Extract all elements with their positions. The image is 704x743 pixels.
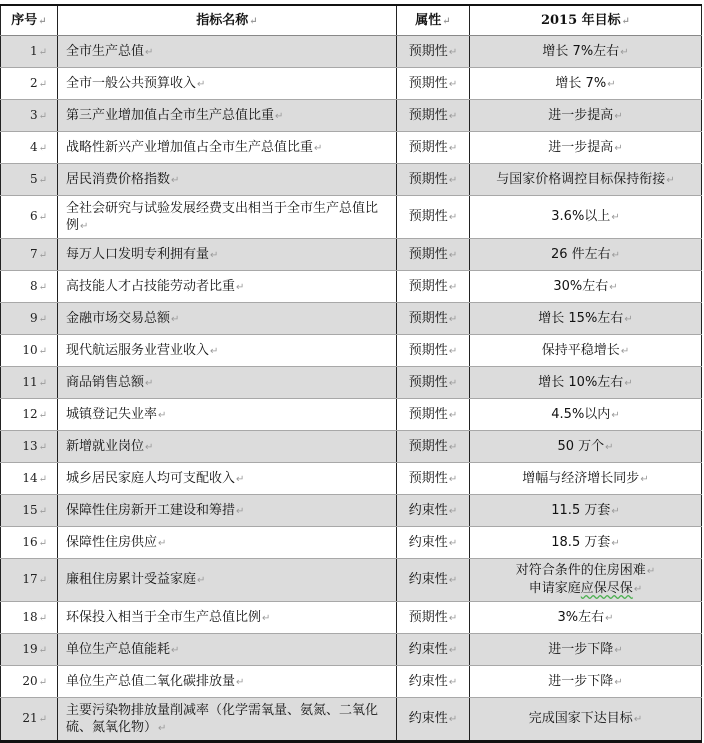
cell-index-text: 11 <box>22 374 38 389</box>
cell-indicator-name-text: 保障性住房新开工建设和筹措 <box>66 502 236 518</box>
cell-index[interactable] <box>1 602 58 634</box>
table-header-row <box>1 5 702 36</box>
cell-indicator-name-text: 高技能人才占技能劳动者比重 <box>66 278 236 294</box>
cell-2015-target-text: 增长 7%左右 <box>542 43 620 59</box>
cell-index[interactable] <box>1 335 58 367</box>
cell-indicator-name-text: 商品销售总额 <box>66 374 145 390</box>
paragraph-mark-icon: ↵ <box>448 575 458 586</box>
paragraph-mark-icon: ↵ <box>38 345 47 357</box>
paragraph-mark-icon: ↵ <box>646 566 656 577</box>
cell-attribute[interactable] <box>397 495 470 527</box>
cell-2015-target-text: 3%左右 <box>557 609 605 625</box>
cell-index-text: 12 <box>22 406 38 421</box>
cell-attribute[interactable] <box>397 36 470 68</box>
cell-2015-target[interactable] <box>470 164 702 196</box>
cell-attribute-text: 预期性 <box>408 209 448 224</box>
cell-attribute[interactable] <box>397 100 470 132</box>
paragraph-mark-icon: ↵ <box>145 377 154 389</box>
paragraph-mark-icon: ↵ <box>605 441 614 453</box>
paragraph-mark-icon: ↵ <box>633 584 643 595</box>
cell-index[interactable] <box>1 399 58 431</box>
cell-2015-target[interactable] <box>470 367 702 399</box>
cell-indicator-name[interactable] <box>58 367 397 399</box>
cell-attribute-text: 预期性 <box>408 75 448 91</box>
cell-index-text: 21 <box>22 711 38 725</box>
paragraph-mark-icon: ↵ <box>38 313 47 325</box>
cell-attribute[interactable] <box>397 559 470 602</box>
cell-2015-target[interactable] <box>470 196 702 239</box>
cell-indicator-name[interactable] <box>58 303 397 335</box>
cell-attribute[interactable] <box>397 271 470 303</box>
paragraph-mark-icon: ↵ <box>38 46 47 58</box>
header-indicator-name: 指标名称↵ <box>58 5 397 36</box>
table-row <box>1 239 702 271</box>
cell-2015-target-text: 进一步提高 <box>548 139 614 155</box>
cell-indicator-name-text: 全社会研究与试验发展经费支出相当于全市生产总值比例 <box>66 200 379 233</box>
cell-attribute[interactable] <box>397 602 470 634</box>
cell-2015-target[interactable] <box>470 239 702 271</box>
cell-indicator-name[interactable] <box>58 100 397 132</box>
paragraph-mark-icon: ↵ <box>611 537 620 549</box>
spellcheck-underlined-text[interactable]: 应保尽保 <box>580 581 633 596</box>
cell-indicator-name-text: 城乡居民家庭人均可支配收入 <box>66 470 236 486</box>
cell-index[interactable] <box>1 367 58 399</box>
table-row <box>1 271 702 303</box>
cell-2015-target[interactable] <box>470 602 702 634</box>
cell-index[interactable] <box>1 164 58 196</box>
cell-indicator-name[interactable] <box>58 196 397 239</box>
cell-2015-target-text: 增长 10%左右 <box>538 374 624 390</box>
cell-attribute[interactable] <box>397 399 470 431</box>
table-row <box>1 399 702 431</box>
cell-index-text: 20 <box>22 673 38 688</box>
paragraph-mark-icon: ↵ <box>448 345 458 357</box>
cell-2015-target[interactable] <box>470 527 702 559</box>
cell-2015-target[interactable] <box>470 68 702 100</box>
paragraph-mark-icon: ↵ <box>236 281 245 293</box>
cell-indicator-name-text: 金融市场交易总额 <box>66 310 171 326</box>
cell-indicator-name[interactable] <box>58 68 397 100</box>
paragraph-mark-icon: ↵ <box>448 281 458 293</box>
table-row <box>1 36 702 68</box>
cell-indicator-name-text: 现代航运服务业营业收入 <box>66 342 210 358</box>
cell-indicator-name[interactable] <box>58 132 397 164</box>
cell-2015-target[interactable] <box>470 666 702 698</box>
header-2015-target: 2015 年目标↵ <box>470 5 702 36</box>
table-row <box>1 463 702 495</box>
header-index: 序号↵ <box>1 5 58 36</box>
cell-index[interactable] <box>1 68 58 100</box>
paragraph-mark-icon: ↵ <box>609 281 618 293</box>
cell-index-text: 10 <box>22 342 38 357</box>
paragraph-mark-icon: ↵ <box>38 575 47 586</box>
cell-2015-target-text: 进一步下降 <box>548 641 614 657</box>
cell-attribute[interactable] <box>397 196 470 239</box>
cell-indicator-name[interactable] <box>58 698 397 742</box>
cell-index-text: 7 <box>29 246 38 261</box>
cell-indicator-name-text: 新增就业岗位 <box>66 438 145 454</box>
paragraph-mark-icon: ↵ <box>448 644 458 656</box>
cell-attribute-text: 预期性 <box>408 43 448 59</box>
paragraph-mark-icon: ↵ <box>448 142 458 154</box>
cell-index-text: 15 <box>22 502 38 517</box>
cell-indicator-name-text: 城镇登记失业率 <box>66 406 158 422</box>
paragraph-mark-icon: ↵ <box>38 212 47 223</box>
paragraph-mark-icon: ↵ <box>38 174 47 186</box>
table-row <box>1 559 702 602</box>
table-row <box>1 303 702 335</box>
cell-indicator-name-text: 第三产业增加值占全市生产总值比重 <box>66 107 275 123</box>
cell-2015-target[interactable] <box>470 559 702 602</box>
cell-index-text: 9 <box>29 310 38 325</box>
paragraph-mark-icon: ↵ <box>614 644 623 656</box>
paragraph-mark-icon: ↵ <box>314 142 323 154</box>
table-row <box>1 164 702 196</box>
cell-attribute[interactable] <box>397 463 470 495</box>
cell-attribute-text: 约束性 <box>408 673 448 689</box>
table-row <box>1 698 702 742</box>
cell-indicator-name[interactable] <box>58 164 397 196</box>
paragraph-mark-icon: ↵ <box>158 409 167 421</box>
paragraph-mark-icon: ↵ <box>666 174 675 186</box>
cell-indicator-name[interactable] <box>58 431 397 463</box>
cell-index-text: 19 <box>22 641 38 656</box>
table-row <box>1 367 702 399</box>
cell-indicator-name[interactable] <box>58 495 397 527</box>
indicator-table-container <box>0 4 701 743</box>
cell-indicator-name[interactable] <box>58 335 397 367</box>
cell-2015-target-text: 进一步下降 <box>548 673 614 689</box>
cell-attribute[interactable] <box>397 164 470 196</box>
table-row <box>1 634 702 666</box>
table-row <box>1 100 702 132</box>
cell-2015-target-text: 50 万个 <box>557 438 605 454</box>
paragraph-mark-icon: ↵ <box>614 110 623 122</box>
cell-attribute[interactable] <box>397 68 470 100</box>
cell-indicator-name[interactable] <box>58 559 397 602</box>
paragraph-mark-icon: ↵ <box>624 313 633 325</box>
paragraph-mark-icon: ↵ <box>448 676 458 688</box>
cell-index-text: 1 <box>29 43 38 58</box>
paragraph-mark-icon: ↵ <box>38 612 47 624</box>
paragraph-mark-icon: ↵ <box>611 505 620 517</box>
cell-2015-target-text: 4.5%以内 <box>551 406 611 422</box>
paragraph-mark-icon: ↵ <box>80 220 89 232</box>
cell-attribute-text: 约束性 <box>408 534 448 550</box>
paragraph-mark-icon: ↵ <box>448 78 458 90</box>
paragraph-mark-icon: ↵ <box>640 473 649 485</box>
paragraph-mark-icon: ↵ <box>442 15 451 27</box>
cell-index-text: 4 <box>29 139 38 154</box>
paragraph-mark-icon: ↵ <box>38 78 47 90</box>
cell-2015-target-text: 进一步提高 <box>548 107 614 123</box>
paragraph-mark-icon: ↵ <box>605 612 614 624</box>
paragraph-mark-icon: ↵ <box>448 174 458 186</box>
cell-2015-target[interactable] <box>470 698 702 742</box>
paragraph-mark-icon: ↵ <box>38 714 47 725</box>
paragraph-mark-icon: ↵ <box>38 537 47 549</box>
cell-indicator-name-text: 保障性住房供应 <box>66 534 158 550</box>
paragraph-mark-icon: ↵ <box>38 409 47 421</box>
paragraph-mark-icon: ↵ <box>448 505 458 517</box>
header-attribute: 属性↵ <box>397 5 470 36</box>
paragraph-mark-icon: ↵ <box>158 722 167 734</box>
cell-2015-target[interactable] <box>470 303 702 335</box>
paragraph-mark-icon: ↵ <box>448 409 458 421</box>
cell-index-text: 14 <box>22 470 38 485</box>
cell-2015-target-text: 18.5 万套 <box>551 534 611 550</box>
cell-index[interactable] <box>1 559 58 602</box>
paragraph-mark-icon: ↵ <box>614 142 623 154</box>
cell-index[interactable] <box>1 100 58 132</box>
cell-2015-target-text: 30%左右 <box>553 278 609 294</box>
paragraph-mark-icon: ↵ <box>448 110 458 122</box>
paragraph-mark-icon: ↵ <box>448 473 458 485</box>
cell-2015-target[interactable] <box>470 634 702 666</box>
cell-attribute-text: 预期性 <box>408 470 448 486</box>
cell-index[interactable] <box>1 634 58 666</box>
paragraph-mark-icon: ↵ <box>38 644 47 656</box>
cell-attribute[interactable] <box>397 431 470 463</box>
cell-2015-target[interactable] <box>470 399 702 431</box>
cell-index-text: 8 <box>29 278 38 293</box>
table-row <box>1 495 702 527</box>
cell-indicator-name[interactable] <box>58 527 397 559</box>
cell-attribute[interactable] <box>397 527 470 559</box>
cell-attribute-text: 约束性 <box>408 572 448 587</box>
cell-index[interactable] <box>1 271 58 303</box>
indicator-table <box>0 4 702 743</box>
paragraph-mark-icon: ↵ <box>611 212 620 223</box>
cell-index[interactable] <box>1 239 58 271</box>
cell-attribute-text: 预期性 <box>408 171 448 187</box>
cell-index[interactable] <box>1 463 58 495</box>
cell-attribute-text: 预期性 <box>408 406 448 422</box>
cell-index[interactable] <box>1 666 58 698</box>
cell-index[interactable] <box>1 431 58 463</box>
paragraph-mark-icon: ↵ <box>448 46 458 58</box>
paragraph-mark-icon: ↵ <box>171 313 180 325</box>
cell-indicator-name[interactable] <box>58 634 397 666</box>
cell-index-text: 2 <box>29 75 38 90</box>
cell-index-text: 5 <box>29 171 38 186</box>
cell-attribute-text: 约束性 <box>408 502 448 518</box>
table-row <box>1 68 702 100</box>
cell-index[interactable] <box>1 527 58 559</box>
cell-indicator-name-text: 每万人口发明专利拥有量 <box>66 246 210 262</box>
table-row <box>1 431 702 463</box>
paragraph-mark-icon: ↵ <box>197 575 206 586</box>
table-row <box>1 527 702 559</box>
cell-attribute-text: 预期性 <box>408 139 448 155</box>
cell-indicator-name-text: 环保投入相当于全市生产总值比例 <box>66 609 262 625</box>
paragraph-mark-icon: ↵ <box>38 377 47 389</box>
paragraph-mark-icon: ↵ <box>621 15 631 27</box>
table-row <box>1 666 702 698</box>
cell-indicator-name[interactable] <box>58 399 397 431</box>
paragraph-mark-icon: ↵ <box>262 612 271 624</box>
paragraph-mark-icon: ↵ <box>611 409 620 421</box>
paragraph-mark-icon: ↵ <box>607 78 616 90</box>
cell-attribute[interactable] <box>397 367 470 399</box>
cell-2015-target[interactable] <box>470 36 702 68</box>
cell-2015-target-text: 与国家价格调控目标保持衔接 <box>496 171 666 187</box>
cell-indicator-name-text: 单位生产总值二氧化碳排放量 <box>66 673 236 689</box>
cell-indicator-name-text: 主要污染物排放量削减率（化学需氧量、氨氮、二氧化硫、氮氧化物） <box>66 702 379 735</box>
paragraph-mark-icon: ↵ <box>236 676 245 688</box>
cell-2015-target[interactable] <box>470 132 702 164</box>
paragraph-mark-icon: ↵ <box>38 281 47 293</box>
paragraph-mark-icon: ↵ <box>448 249 458 261</box>
cell-2015-target[interactable] <box>470 271 702 303</box>
cell-index[interactable] <box>1 132 58 164</box>
cell-attribute[interactable] <box>397 132 470 164</box>
cell-index-text: 3 <box>29 107 38 122</box>
cell-attribute[interactable] <box>397 239 470 271</box>
cell-index[interactable] <box>1 196 58 239</box>
cell-attribute-text: 预期性 <box>408 246 448 262</box>
cell-attribute-text: 约束性 <box>408 711 448 726</box>
table-row <box>1 196 702 239</box>
paragraph-mark-icon: ↵ <box>448 212 458 223</box>
table-row <box>1 335 702 367</box>
cell-attribute-text: 预期性 <box>408 374 448 390</box>
paragraph-mark-icon: ↵ <box>236 505 245 517</box>
cell-indicator-name[interactable] <box>58 239 397 271</box>
cell-attribute-text: 预期性 <box>408 438 448 454</box>
cell-indicator-name-text: 全市生产总值 <box>66 43 145 59</box>
cell-attribute-text: 约束性 <box>408 641 448 657</box>
cell-2015-target-text: 增长 7% <box>555 75 607 91</box>
paragraph-mark-icon: ↵ <box>620 46 629 58</box>
cell-2015-target-text: 保持平稳增长 <box>541 342 620 358</box>
cell-attribute-text: 预期性 <box>408 609 448 625</box>
paragraph-mark-icon: ↵ <box>448 377 458 389</box>
cell-index[interactable] <box>1 303 58 335</box>
cell-index-text: 17 <box>22 572 38 586</box>
paragraph-mark-icon: ↵ <box>145 46 154 58</box>
cell-index-text: 18 <box>22 609 38 624</box>
cell-indicator-name[interactable] <box>58 271 397 303</box>
cell-indicator-name-text: 单位生产总值能耗 <box>66 641 171 657</box>
cell-2015-target-text: 11.5 万套 <box>551 502 611 518</box>
paragraph-mark-icon: ↵ <box>249 15 258 27</box>
cell-2015-target-line1: 对符合条件的住房困难 <box>515 563 646 578</box>
paragraph-mark-icon: ↵ <box>624 377 633 389</box>
cell-2015-target[interactable] <box>470 495 702 527</box>
paragraph-mark-icon: ↵ <box>275 110 284 122</box>
table-body <box>1 36 702 742</box>
paragraph-mark-icon: ↵ <box>145 441 154 453</box>
paragraph-mark-icon: ↵ <box>158 537 167 549</box>
cell-indicator-name-text: 居民消费价格指数 <box>66 171 171 187</box>
paragraph-mark-icon: ↵ <box>611 249 621 261</box>
cell-2015-target[interactable] <box>470 100 702 132</box>
paragraph-mark-icon: ↵ <box>38 110 47 122</box>
paragraph-mark-icon: ↵ <box>171 644 180 656</box>
paragraph-mark-icon: ↵ <box>448 612 458 624</box>
paragraph-mark-icon: ↵ <box>38 15 47 27</box>
paragraph-mark-icon: ↵ <box>614 676 623 688</box>
paragraph-mark-icon: ↵ <box>633 714 643 725</box>
cell-indicator-name[interactable] <box>58 36 397 68</box>
cell-attribute[interactable] <box>397 634 470 666</box>
paragraph-mark-icon: ↵ <box>210 345 219 357</box>
cell-attribute-text: 预期性 <box>408 310 448 326</box>
cell-2015-target-text: 3.6%以上 <box>551 209 611 224</box>
cell-2015-target-text: 增幅与经济增长同步 <box>522 470 640 486</box>
cell-indicator-name-text: 全市一般公共预算收入 <box>66 75 197 91</box>
paragraph-mark-icon: ↵ <box>38 142 47 154</box>
paragraph-mark-icon: ↵ <box>38 676 47 688</box>
cell-attribute-text: 预期性 <box>408 342 448 358</box>
paragraph-mark-icon: ↵ <box>210 249 219 261</box>
cell-2015-target-text: 增长 15%左右 <box>538 310 624 326</box>
cell-attribute[interactable] <box>397 335 470 367</box>
table-row <box>1 602 702 634</box>
cell-attribute-text: 预期性 <box>408 107 448 123</box>
paragraph-mark-icon: ↵ <box>38 473 47 485</box>
cell-indicator-name[interactable] <box>58 463 397 495</box>
paragraph-mark-icon: ↵ <box>38 249 47 261</box>
paragraph-mark-icon: ↵ <box>448 714 458 725</box>
cell-attribute[interactable] <box>397 303 470 335</box>
cell-2015-target[interactable] <box>470 463 702 495</box>
cell-indicator-name-text: 廉租住房累计受益家庭 <box>66 572 197 587</box>
cell-index-text: 13 <box>22 438 38 453</box>
cell-index[interactable] <box>1 495 58 527</box>
table-row <box>1 132 702 164</box>
cell-attribute[interactable] <box>397 666 470 698</box>
cell-indicator-name[interactable] <box>58 602 397 634</box>
cell-index-text: 6 <box>29 209 38 223</box>
paragraph-mark-icon: ↵ <box>38 505 47 517</box>
paragraph-mark-icon: ↵ <box>620 345 630 357</box>
paragraph-mark-icon: ↵ <box>38 441 47 453</box>
paragraph-mark-icon: ↵ <box>236 473 245 485</box>
paragraph-mark-icon: ↵ <box>448 313 458 325</box>
cell-2015-target[interactable] <box>470 431 702 463</box>
cell-2015-target-text: 26 件左右 <box>550 246 611 262</box>
cell-attribute-text: 预期性 <box>408 278 448 294</box>
paragraph-mark-icon: ↵ <box>171 174 180 186</box>
cell-index-text: 16 <box>22 534 38 549</box>
cell-attribute[interactable] <box>397 698 470 742</box>
cell-2015-target-line2: 申请家庭 <box>528 581 581 596</box>
paragraph-mark-icon: ↵ <box>448 441 458 453</box>
paragraph-mark-icon: ↵ <box>448 537 458 549</box>
cell-indicator-name-text: 战略性新兴产业增加值占全市生产总值比重 <box>66 139 314 155</box>
cell-2015-target[interactable] <box>470 335 702 367</box>
cell-indicator-name[interactable] <box>58 666 397 698</box>
cell-index[interactable] <box>1 36 58 68</box>
cell-2015-target-text: 完成国家下达目标 <box>528 711 633 726</box>
paragraph-mark-icon: ↵ <box>197 78 206 90</box>
cell-index[interactable] <box>1 698 58 742</box>
